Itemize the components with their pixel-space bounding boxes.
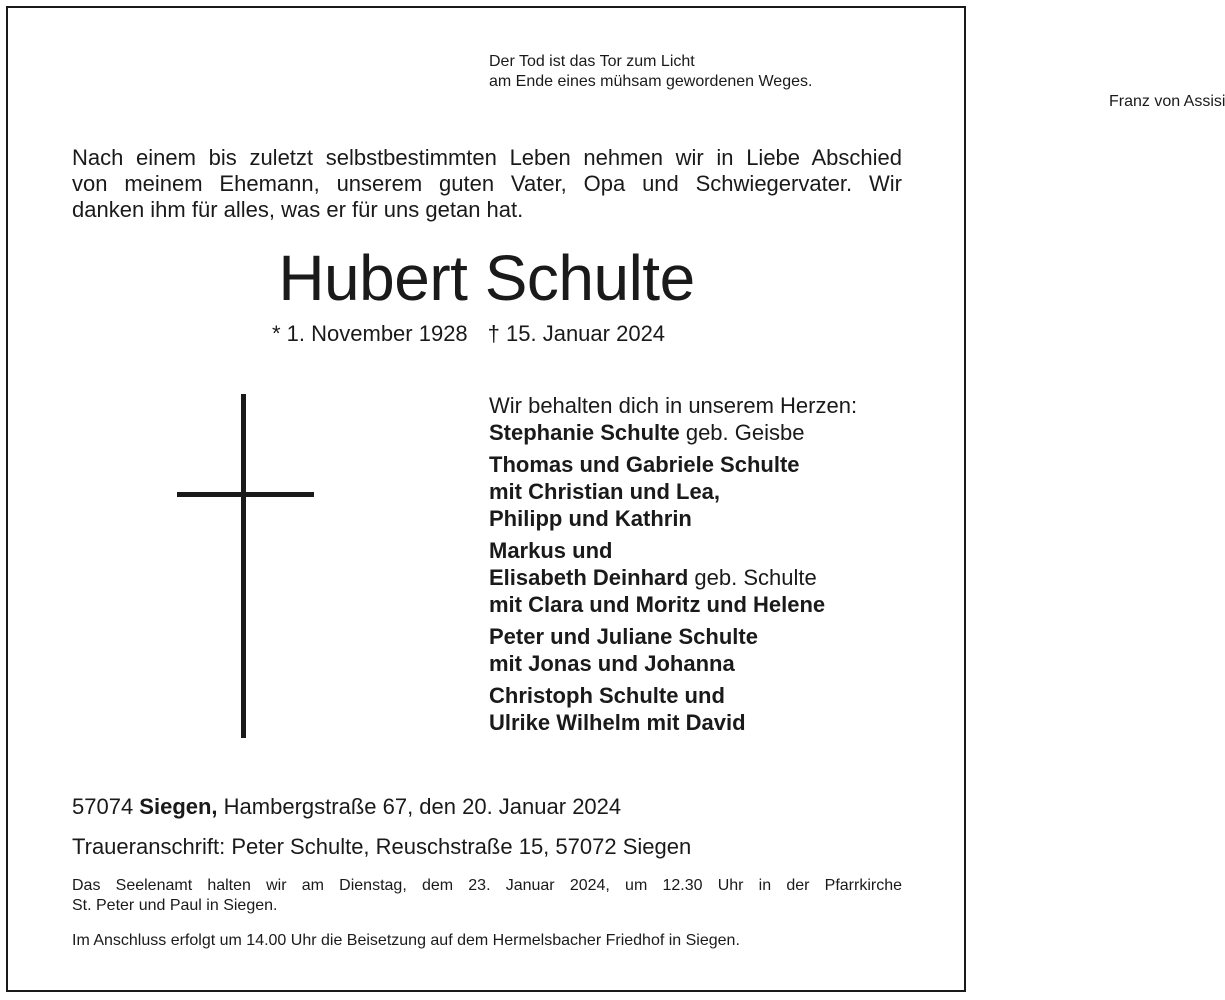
service-line: St. Peter und Paul in Siegen. <box>72 897 278 914</box>
mourner-name: Stephanie Schulte <box>489 420 680 445</box>
mourner-group <box>489 451 857 532</box>
life-dates <box>272 320 665 348</box>
burial-info: Im Anschluss erfolgt um 14.00 Uhr die Beisetzung auf dem Hermelsbacher Friedhof in Siegen. <box>72 932 740 949</box>
intro-line: Nach einem bis zuletzt selbstbestimmten Leben nehmen wir in Liebe Abschied <box>72 145 902 170</box>
death-date: † 15. Januar 2024 <box>487 321 666 346</box>
intro-line: von meinem Ehemann, unserem guten Vater, Opa und Schwiegervater. Wir <box>72 171 902 196</box>
cross-icon <box>241 394 246 738</box>
mourner-entry <box>489 419 857 446</box>
intro-text <box>72 145 902 223</box>
place-city: Siegen, <box>139 794 218 819</box>
mourner-name: Elisabeth Deinhard <box>489 565 689 590</box>
service-info <box>72 876 902 916</box>
cross-icon-bar <box>177 492 314 497</box>
mourner-line: Markus und <box>489 538 613 563</box>
mourner-group <box>489 682 857 736</box>
birth-date: * 1. November 1928 <box>272 321 468 346</box>
mourners-list <box>489 392 857 736</box>
motto-line: am Ende eines mühsam gewordenen Weges. <box>489 73 813 90</box>
motto-author: Franz von Assisi <box>1108 93 1225 110</box>
mourner-line: mit Clara und Moritz und Helene <box>489 592 826 617</box>
mourner-line: mit Christian und Lea, <box>489 479 721 504</box>
place-zip: 57074 <box>72 794 140 819</box>
mourner-group <box>489 623 857 677</box>
mourner-group <box>489 537 857 618</box>
place-rest: Hambergstraße 67, den 20. Januar 2024 <box>217 794 622 819</box>
service-line: Das Seelenamt halten wir am Dienstag, dem 23. Januar 2024, um 12.30 Uhr in der Pfarrkirche <box>72 877 902 894</box>
mourner-line: Philipp und Kathrin <box>489 506 692 531</box>
mourner-line: Thomas und Gabriele Schulte <box>489 452 800 477</box>
mourner-line: mit Jonas und Johanna <box>489 651 735 676</box>
deceased-name: Hubert Schulte <box>278 242 695 314</box>
mourning-address: Traueranschrift: Peter Schulte, Reuschstraße 15, 57072 Siegen <box>72 834 692 859</box>
mourners-heading: Wir behalten dich in unserem Herzen: <box>489 393 858 418</box>
intro-line: danken ihm für alles, was er für uns getan hat. <box>72 197 524 222</box>
motto-quote <box>489 52 1225 110</box>
place-date-line <box>72 793 621 821</box>
mourner-suffix: geb. Geisbe <box>679 420 805 445</box>
motto-line: Der Tod ist das Tor zum Licht <box>489 53 695 70</box>
mourner-line: Ulrike Wilhelm mit David <box>489 710 746 735</box>
mourner-suffix: geb. Schulte <box>688 565 817 590</box>
mourner-line: Christoph Schulte und <box>489 683 725 708</box>
mourner-line: Peter und Juliane Schulte <box>489 624 758 649</box>
